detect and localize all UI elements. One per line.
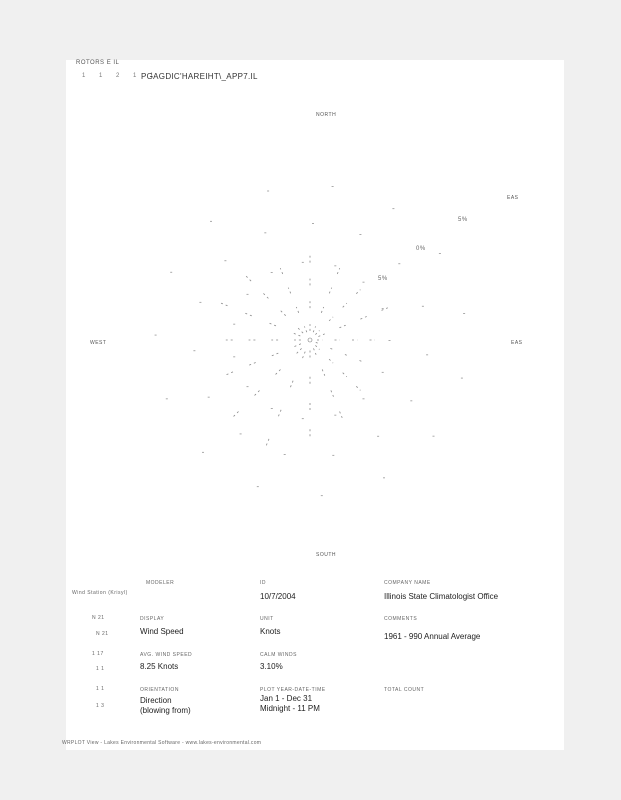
ring-5-dot (233, 356, 235, 357)
unit-label: UNIT (260, 616, 274, 622)
petal-se-segment (315, 345, 319, 349)
row4-left-b: 1 3 (96, 703, 105, 709)
ring-5-dot (233, 324, 235, 325)
petal-ssw-segment (278, 410, 282, 419)
ring-10-dot (359, 234, 361, 235)
petal-ne-segment (356, 290, 360, 294)
ring-10-dot (426, 354, 428, 355)
avg-speed-value: 8.25 Knots (140, 662, 179, 671)
petal-nnw-segment (296, 307, 298, 313)
petal-wnw-segment (269, 323, 276, 326)
petal-nw-segment (263, 293, 268, 298)
petal-ssw-segment (265, 439, 269, 448)
compass-ne: EAS (507, 195, 519, 201)
compass-west: WEST (90, 340, 107, 346)
petal-sw-segment (253, 391, 259, 397)
petal-ese-segment (330, 348, 334, 350)
header-ticks: 1 1 2 1 1 (82, 73, 160, 79)
total-count-label: TOTAL COUNT (384, 687, 425, 693)
ring-10-dot (312, 223, 314, 224)
ring-5-dot (302, 262, 304, 263)
ring-15-dot (210, 221, 212, 222)
petal-ne-segment (315, 331, 319, 335)
ring-10-dot (284, 454, 286, 455)
petal-ne-segment (343, 303, 347, 307)
petal-se-segment (343, 373, 347, 377)
ring-10-dot (193, 350, 195, 351)
petal-nne-segment (337, 268, 339, 274)
ring-15-dot (392, 208, 394, 209)
ring-15-dot (332, 186, 334, 187)
ring-15-dot (463, 313, 465, 314)
calm-center-marker (308, 338, 312, 342)
ring-5-dot (382, 372, 384, 373)
petal-se-segment (329, 359, 333, 363)
station-label: Wind Station (Krisyl) (72, 590, 128, 596)
petal-nnw-segment (288, 288, 290, 294)
date-value: 10/7/2004 (260, 592, 296, 601)
compass-east: EAS (511, 340, 523, 346)
ring-10-dot (332, 455, 334, 456)
ring-15-dot (155, 335, 157, 336)
ring-15-dot (166, 398, 168, 399)
petal-wsw-segment (272, 353, 279, 356)
ring-5-dot (271, 272, 273, 273)
petal-wnw-segment (220, 303, 227, 306)
ring-5-dot (302, 418, 304, 419)
petal-nnw-segment (304, 326, 306, 332)
ring-5-dot (389, 340, 391, 341)
plot-date-value-2: Midnight - 11 PM (260, 704, 320, 713)
header-title: PGAGDIC'HAREIHT\_APP7.IL (141, 72, 258, 81)
ring-15-dot (202, 452, 204, 453)
row2-left-a: N 21 (92, 615, 105, 621)
petal-sw-segment (295, 348, 301, 354)
ring-5-dot (334, 415, 336, 416)
ring-5-dot (363, 282, 365, 283)
ring-15-dot (267, 191, 269, 192)
petal-ne-segment (329, 317, 333, 321)
ring-5-dot (334, 265, 336, 266)
petal-nne-segment (313, 326, 315, 332)
petal-ese-segment (360, 361, 364, 363)
petal-sse-segment (331, 390, 334, 396)
petal-sw-segment (274, 370, 280, 376)
row3-left-a: 1 17 (92, 651, 104, 657)
plot-date-value-1: Jan 1 - Dec 31 (260, 694, 313, 703)
ring-15-dot (170, 272, 172, 273)
row3-left-b: 1 1 (96, 666, 105, 672)
ring-10-dot (377, 436, 379, 437)
ring-15-dot (383, 477, 385, 478)
petal-wnw-segment (245, 313, 252, 316)
compass-north: NORTH (316, 112, 337, 118)
petal-wnw-segment (293, 333, 300, 336)
display-label: DISPLAY (140, 616, 165, 622)
petal-ene-segment (318, 334, 324, 337)
comments-label: COMMENTS (384, 616, 418, 622)
display-value: Wind Speed (140, 627, 184, 636)
petal-sse-segment (322, 369, 325, 375)
ring-15-dot (461, 378, 463, 379)
calm-label: CALM WINDS (260, 652, 297, 658)
petal-nne-segment (329, 288, 331, 294)
orientation-label: ORIENTATION (140, 687, 179, 693)
petal-wsw-segment (249, 363, 256, 366)
ring-5-dot (247, 386, 249, 387)
petal-ese-segment (316, 342, 320, 344)
ring-15-dot (439, 253, 441, 254)
calm-value: 3.10% (260, 662, 283, 671)
petal-ese-segment (345, 355, 349, 357)
avg-speed-label: AVG. WIND SPEED (140, 652, 193, 658)
ring-10-dot (422, 306, 424, 307)
ring-10-dot (398, 263, 400, 264)
petal-wsw-segment (226, 372, 233, 375)
orientation-value-1: Direction (140, 696, 172, 705)
petal-wsw-segment (294, 344, 301, 347)
ring-label-2: 0% (416, 246, 426, 252)
company-label: COMPANY NAME (384, 580, 431, 586)
ring-15-dot (433, 436, 435, 437)
ring-5-dot (271, 408, 273, 409)
comments-value: 1961 - 990 Annual Average (384, 632, 481, 641)
row4-left-a: 1 1 (96, 686, 105, 692)
petal-sse-segment (314, 348, 317, 354)
ring-10-dot (199, 302, 201, 303)
ring-5-dot (382, 308, 384, 309)
ring-10-dot (224, 260, 226, 261)
petal-nnw-segment (280, 268, 282, 274)
unit-value: Knots (260, 627, 281, 636)
ring-10-dot (264, 232, 266, 233)
id-label: ID (260, 580, 266, 586)
petal-nne-segment (321, 307, 323, 313)
orientation-value-2: (blowing from) (140, 706, 191, 715)
compass-south: SOUTH (316, 552, 336, 558)
petal-ssw-segment (290, 381, 294, 390)
petal-nw-segment (281, 311, 286, 316)
petal-se-segment (356, 386, 360, 390)
ring-10-dot (240, 433, 242, 434)
petal-sw-segment (232, 412, 238, 418)
footer-credit: WRPLOT View - Lakes Environmental Software - www.lakes-environmental.com (62, 740, 262, 746)
petal-ene-segment (360, 317, 366, 320)
petal-ssw-segment (302, 352, 306, 361)
ring-5-dot (363, 398, 365, 399)
company-value: Illinois State Climatologist Office (384, 592, 499, 601)
ring-10-dot (208, 397, 210, 398)
plot-date-label: PLOT YEAR-DATE-TIME (260, 687, 326, 693)
header-label: ROTORS E IL (76, 60, 120, 66)
ring-label-3: 5% (458, 217, 468, 223)
ring-15-dot (257, 486, 259, 487)
petal-nw-segment (246, 276, 251, 281)
wind-rose-marks (155, 186, 466, 496)
row2-left-b: N 21 (96, 631, 109, 637)
modeler-label: MODELER (146, 580, 175, 586)
ring-5-dot (247, 294, 249, 295)
ring-15-dot (321, 495, 323, 496)
petal-ene-segment (339, 325, 345, 328)
petal-sse-segment (340, 412, 343, 418)
ring-label-1: 5% (378, 276, 388, 282)
petal-nw-segment (298, 328, 303, 333)
ring-10-dot (410, 400, 412, 401)
